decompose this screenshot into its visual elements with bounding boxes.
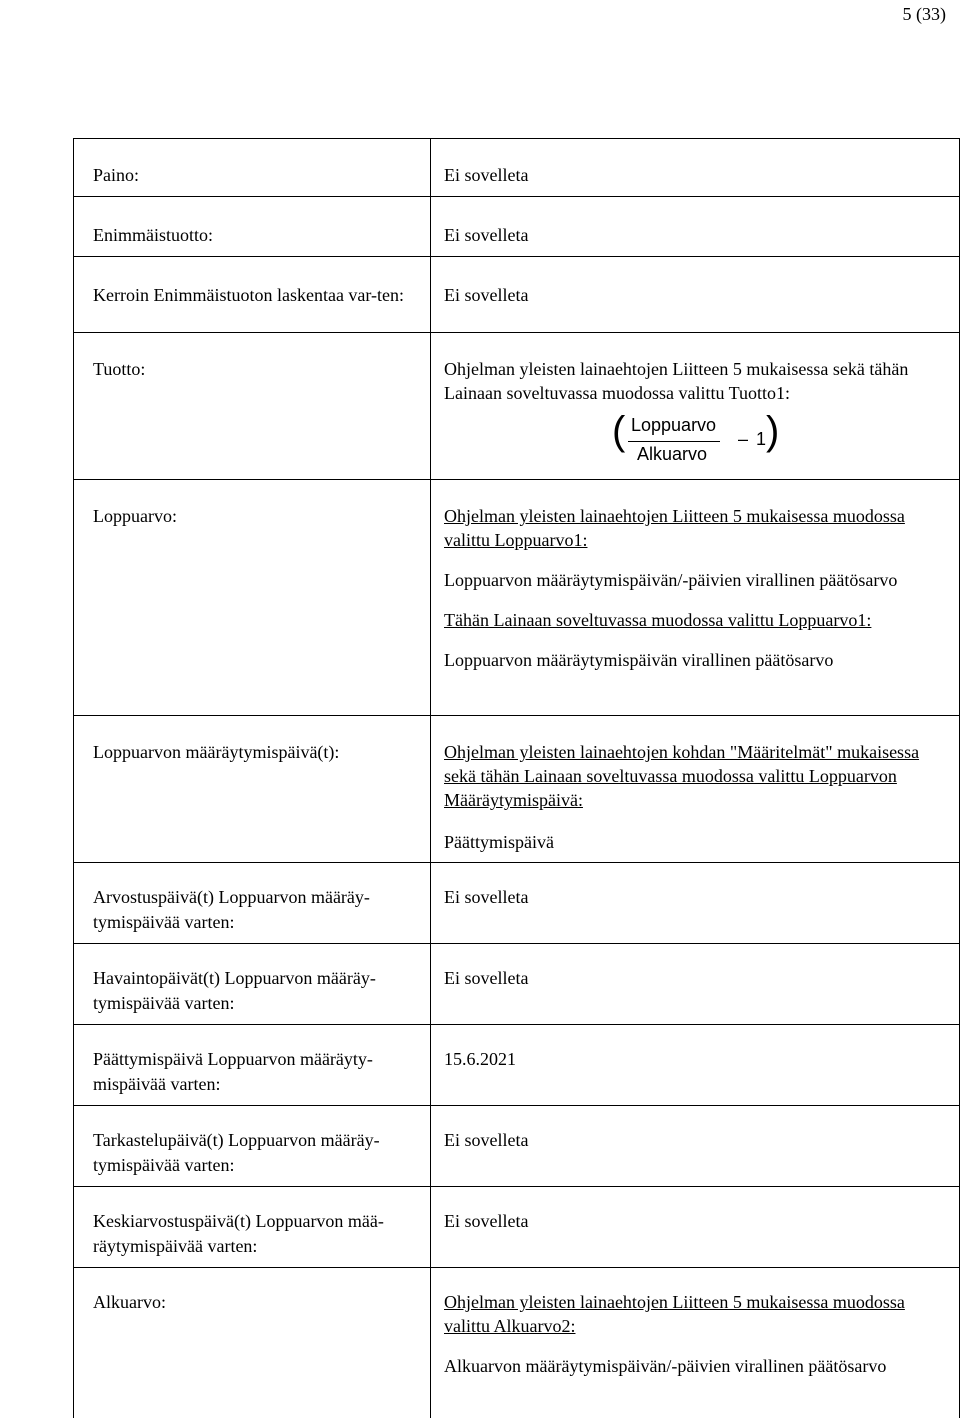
row-value: Ei sovelleta bbox=[431, 1106, 959, 1160]
page-number: 5 (33) bbox=[903, 4, 947, 25]
tuotto-formula bbox=[444, 411, 945, 469]
table-row bbox=[74, 1025, 960, 1106]
loppuarvo-p2: Loppuarvon määräytymispäivän/-päivien virallinen päätösarvo bbox=[444, 568, 945, 592]
loppuarvo-p4: Loppuarvon määräytymispäivän virallinen päätösarvo bbox=[444, 648, 945, 672]
row-label: Kerroin Enimmäistuoton laskentaa var-ten: bbox=[74, 257, 430, 316]
alkuarvo-p1: Ohjelman yleisten lainaehtojen Liitteen 5 mukaisessa muodossa valittu Alkuarvo2: bbox=[444, 1290, 945, 1338]
left-paren-icon: ( bbox=[612, 407, 625, 455]
tuotto-label: Tuotto: bbox=[74, 333, 430, 390]
row-value: Ei sovelleta bbox=[431, 257, 959, 315]
row-label: Arvostuspäivä(t) Loppuarvon määräy-tymispäivää varten: bbox=[74, 863, 430, 943]
alkuarvo-p2: Alkuarvon määräytymispäivän/-päivien virallinen päätösarvo bbox=[444, 1354, 945, 1378]
table-row bbox=[74, 197, 960, 257]
row-label: Paino: bbox=[74, 139, 430, 196]
alkuarvo-label: Alkuarvo: bbox=[74, 1268, 430, 1323]
row-label: Päättymispäivä Loppuarvon määräyty-mispäivää varten: bbox=[74, 1025, 430, 1105]
row-value: 15.6.2021 bbox=[431, 1025, 959, 1079]
formula-numerator: Loppuarvo bbox=[631, 413, 716, 437]
row-value: Ei sovelleta bbox=[431, 863, 959, 917]
table-row bbox=[74, 139, 960, 197]
terms-table bbox=[73, 138, 960, 1418]
formula-minus: – bbox=[738, 427, 748, 451]
maaraytymispaiva-p1: Ohjelman yleisten lainaehtojen kohdan "Määritelmät" mukaisessa sekä tähän Lainaan soveltuvassa muodossa valittu Loppuarvon Määräytymispäivä: bbox=[444, 740, 945, 812]
row-label: Havaintopäivät(t) Loppuarvon määräy-tymispäivää varten: bbox=[74, 944, 430, 1024]
maaraytymispaiva-p2: Päättymispäivä bbox=[444, 830, 945, 854]
row-value: Ei sovelleta bbox=[431, 197, 959, 255]
table-row bbox=[74, 257, 960, 333]
row-value: Ei sovelleta bbox=[431, 944, 959, 998]
table-row bbox=[74, 480, 960, 716]
table-row bbox=[74, 863, 960, 944]
formula-one: 1 bbox=[756, 427, 766, 451]
formula-denominator: Alkuarvo bbox=[637, 442, 707, 466]
table-row bbox=[74, 1187, 960, 1268]
right-paren-icon: ) bbox=[766, 407, 779, 455]
row-label: Keskiarvostuspäivä(t) Loppuarvon mää-räytymispäivää varten: bbox=[74, 1187, 430, 1267]
row-label: Tarkastelupäivä(t) Loppuarvon määräy-tymispäivää varten: bbox=[74, 1106, 430, 1186]
loppuarvo-label: Loppuarvo: bbox=[74, 480, 430, 537]
table-row bbox=[74, 944, 960, 1025]
tuotto-text: Ohjelman yleisten lainaehtojen Liitteen 5 mukaisessa sekä tähän Lainaan soveltuvassa muodossa valittu Tuotto1: bbox=[444, 357, 945, 405]
loppuarvo-p1: Ohjelman yleisten lainaehtojen Liitteen 5 mukaisessa muodossa valittu Loppuarvo1: bbox=[444, 504, 945, 552]
row-value: Ei sovelleta bbox=[431, 1187, 959, 1241]
table-row bbox=[74, 1268, 960, 1418]
row-value: Ei sovelleta bbox=[431, 139, 959, 195]
row-label: Enimmäistuotto: bbox=[74, 197, 430, 256]
table-row bbox=[74, 716, 960, 863]
table-row bbox=[74, 333, 960, 480]
table-row bbox=[74, 1106, 960, 1187]
loppuarvo-p3: Tähän Lainaan soveltuvassa muodossa valittu Loppuarvo1: bbox=[444, 608, 945, 632]
maaraytymispaiva-label: Loppuarvon määräytymispäivä(t): bbox=[74, 716, 430, 773]
